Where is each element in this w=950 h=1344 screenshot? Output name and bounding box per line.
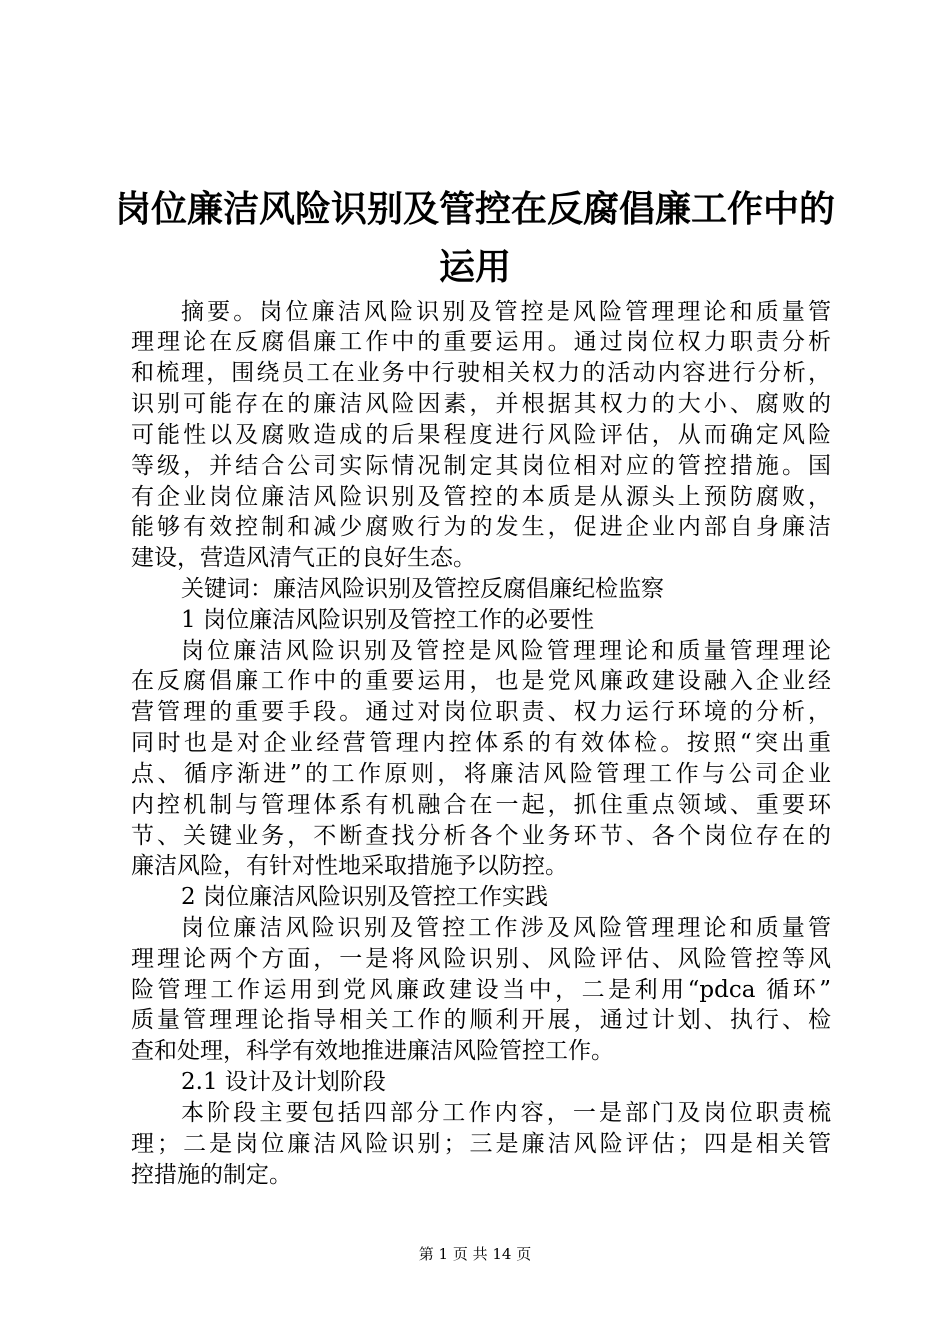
paragraph-line: 险管理工作运用到党风廉政建设当中，二是利用“pdca 循环” bbox=[131, 977, 831, 1003]
paragraph-line: 廉洁风险，有针对性地采取措施予以防控。 bbox=[131, 853, 568, 879]
abstract-line: 等级，并结合公司实际情况制定其岗位相对应的管控措施。国 bbox=[131, 453, 831, 479]
paragraph-line: 岗位廉洁风险识别及管控工作涉及风险管理理论和质量管 bbox=[181, 915, 831, 941]
abstract-line: 可能性以及腐败造成的后果程度进行风险评估，从而确定风险 bbox=[131, 422, 831, 448]
abstract-line: 摘要。岗位廉洁风险识别及管控是风险管理理论和质量管 bbox=[181, 299, 831, 325]
section-heading-1: 1 岗位廉洁风险识别及管控工作的必要性 bbox=[181, 607, 594, 633]
keywords-line: 关键词：廉洁风险识别及管控反腐倡廉纪检监察 bbox=[181, 576, 664, 602]
page-number-footer: 第 1 页 共 14 页 bbox=[418, 1245, 532, 1263]
paragraph-line: 岗位廉洁风险识别及管控是风险管理理论和质量管理理论 bbox=[181, 638, 831, 664]
paragraph-line: 在反腐倡廉工作中的重要运用，也是党风廉政建设融入企业经 bbox=[131, 668, 831, 694]
abstract-line: 建设，营造风清气正的良好生态。 bbox=[131, 545, 476, 571]
abstract-line: 识别可能存在的廉洁风险因素，并根据其权力的大小、腐败的 bbox=[131, 391, 831, 417]
abstract-line: 有企业岗位廉洁风险识别及管控的本质是从源头上预防腐败， bbox=[131, 484, 831, 510]
section-heading-2-1: 2.1 设计及计划阶段 bbox=[181, 1069, 386, 1095]
abstract-line: 理理论在反腐倡廉工作中的重要运用。通过岗位权力职责分析 bbox=[131, 329, 831, 355]
paragraph-line: 内控机制与管理体系有机融合在一起，抓住重点领域、重要环 bbox=[131, 792, 831, 818]
section-heading-2: 2 岗位廉洁风险识别及管控工作实践 bbox=[181, 884, 548, 910]
paragraph-line: 质量管理理论指导相关工作的顺利开展，通过计划、执行、检 bbox=[131, 1007, 831, 1033]
paragraph-line: 节、关键业务，不断查找分析各个业务环节、各个岗位存在的 bbox=[131, 823, 831, 849]
abstract-line: 和梳理，围绕员工在业务中行驶相关权力的活动内容进行分析， bbox=[131, 360, 831, 386]
paragraph-line: 点、循序渐进”的工作原则，将廉洁风险管理工作与公司企业 bbox=[131, 761, 831, 787]
paragraph-line: 同时也是对企业经营管理内控体系的有效体检。按照“突出重 bbox=[131, 730, 831, 756]
document-title-line-2: 运用 bbox=[438, 247, 511, 288]
paragraph-line: 营管理的重要手段。通过对岗位职责、权力运行环境的分析， bbox=[131, 699, 831, 725]
document-title-line-1: 岗位廉洁风险识别及管控在反腐倡廉工作中的 bbox=[114, 189, 835, 230]
paragraph-line: 理；二是岗位廉洁风险识别；三是廉洁风险评估；四是相关管 bbox=[131, 1131, 831, 1157]
paragraph-line: 本阶段主要包括四部分工作内容，一是部门及岗位职责梳 bbox=[181, 1100, 831, 1126]
paragraph-line: 理理论两个方面，一是将风险识别、风险评估、风险管控等风 bbox=[131, 946, 831, 972]
abstract-line: 能够有效控制和减少腐败行为的发生，促进企业内部自身廉洁 bbox=[131, 514, 831, 540]
paragraph-line: 查和处理，科学有效地推进廉洁风险管控工作。 bbox=[131, 1038, 614, 1064]
paragraph-line: 控措施的制定。 bbox=[131, 1162, 292, 1188]
